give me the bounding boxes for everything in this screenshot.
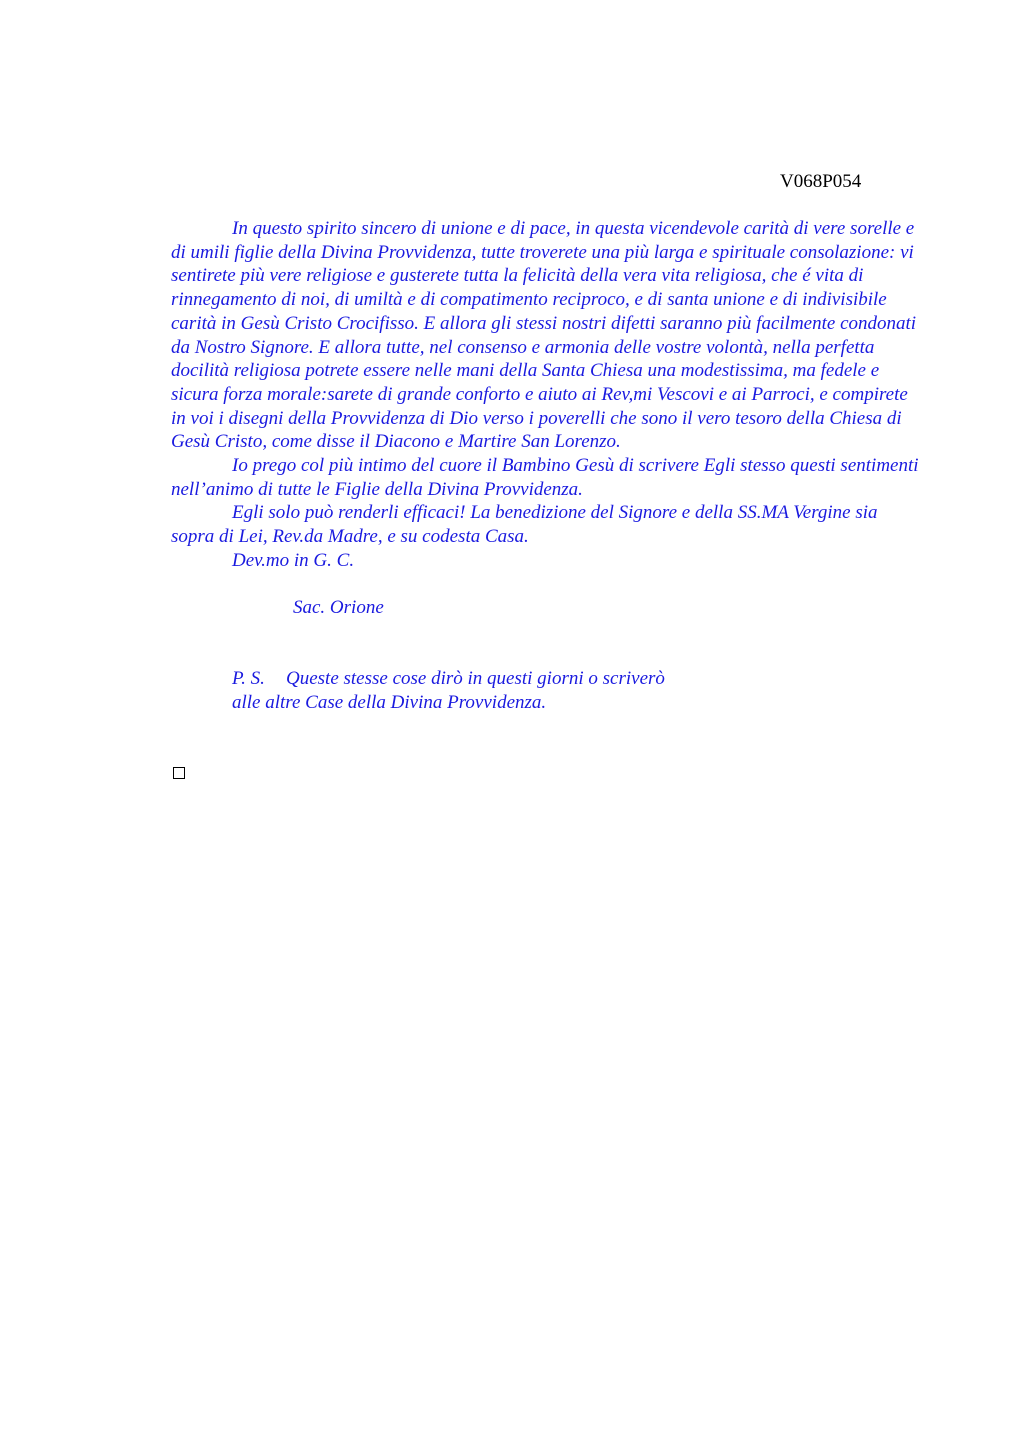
postscript-text-1: Queste stesse cose dirò in questi giorni o scriverò [286,667,665,689]
postscript [171,667,923,714]
page-reference: V068P054 [780,171,862,192]
letter-body [171,217,923,714]
paragraph-2: Io prego col più intimo del cuore il Bambino Gesù di scrivere Egli stesso questi sentimenti nell’animo di tutte le Figlie della Divina Provvidenza. [171,455,919,500]
paragraph-1: In questo spirito sincero di unione e di pace, in questa vicendevole carità di vere sorelle e di umili figlie della Divina Provvidenza, tutte troverete una più larga e spirituale consolazione: vi sentirete più vere religiose e gusterete tutta la felicità della vera vita religiosa, che é vita di rinnegamento di noi, di umiltà e di compatimento reciproco, e di santa unione e di indivisibile carità in Gesù Cristo Crocifisso. E allora gli stessi nostri difetti saranno più facilmente condonati da Nostro Signore. E allora tutte, nel consenso e armonia delle vostre volontà, nella perfetta docilità religiosa potrete essere nelle mani della Santa Chiesa una modestissima, ma fedele e sicura forza morale:sarete di grande conforto e aiuto ai Rev,mi Vescovi e ai Parroci, e compirete in voi i disegni della Provvidenza di Dio verso i poverelli che sono il vero tesoro della Chiesa di Gesù Cristo, come disse il Diacono e Martire San Lorenzo. [171,218,917,453]
closing: Dev.mo in G. C. [232,549,355,571]
postscript-line-2: alle altre Case della Divina Provvidenza. [232,691,547,713]
postscript-line-1 [232,667,923,691]
signature: Sac. Orione [293,597,384,619]
empty-square-icon [173,767,185,779]
paragraph-3: Egli solo può renderli efficaci! La benedizione del Signore e della SS.MA Vergine sia sopra di Lei, Rev.da Madre, e su codesta Casa. [171,502,878,548]
postscript-label: P. S. [232,667,265,689]
